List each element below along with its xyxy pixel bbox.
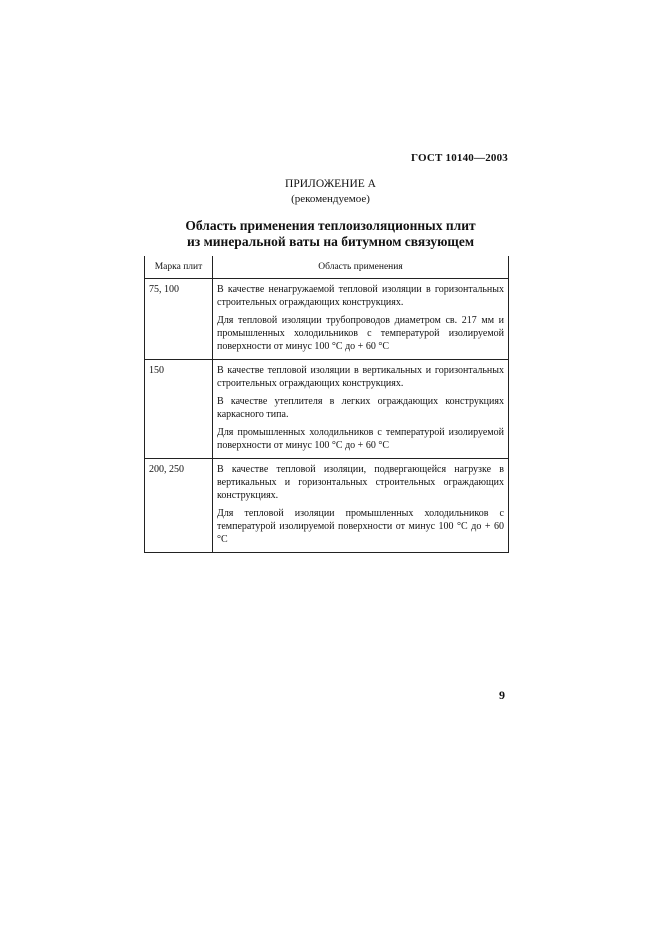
page-number: 9 [499, 688, 505, 702]
application-paragraph: В качестве тепловой изоляции в вертикальных и горизонтальных строительных ограждающих конструкциях. [217, 365, 504, 389]
title-line-1: Область применения теплоизоляционных плит [185, 218, 476, 233]
header-application: Область применения [213, 256, 509, 279]
document-code: ГОСТ 10140—2003 [411, 152, 508, 164]
application-paragraph: В качестве ненагружаемой тепловой изоляции в горизонтальных строительных ограждающих конструкциях. [217, 284, 504, 308]
grade-cell: 150 [145, 360, 213, 459]
application-cell [213, 459, 509, 553]
appendix-status: (рекомендуемое) [291, 193, 370, 205]
table-row [145, 279, 509, 360]
appendix-heading [0, 177, 661, 207]
header-grade: Марка плит [145, 256, 213, 279]
application-paragraph: Для тепловой изоляции промышленных холодильников с температурой изолируемой поверхности от минус 100 °С до + 60 °С [217, 508, 504, 545]
application-paragraph: Для тепловой изоляции трубопроводов диаметром св. 217 мм и промышленных холодильников с температурой изолируемой поверхности от минус 100 °С до + 60 °С [217, 315, 504, 352]
page-title [0, 218, 661, 250]
application-paragraph: В качестве тепловой изоляции, подвергающейся нагрузке в вертикальных и горизонтальных строительных ограждающих конструкциях. [217, 464, 504, 501]
grade-cell: 75, 100 [145, 279, 213, 360]
grade-cell: 200, 250 [145, 459, 213, 553]
application-cell [213, 279, 509, 360]
application-paragraph: Для промышленных холодильников с температурой изолируемой поверхности от минус 100 °С до + 60 °С [217, 427, 504, 451]
appendix-label: ПРИЛОЖЕНИЕ А [285, 178, 376, 190]
title-line-2: из минеральной ваты на битумном связующем [186, 234, 475, 249]
application-paragraph: В качестве утеплителя в легких ограждающих конструкциях каркасного типа. [217, 396, 504, 420]
table-header-row [145, 256, 509, 279]
application-table [144, 256, 509, 553]
table-row [145, 360, 509, 459]
application-cell [213, 360, 509, 459]
table-row [145, 459, 509, 553]
